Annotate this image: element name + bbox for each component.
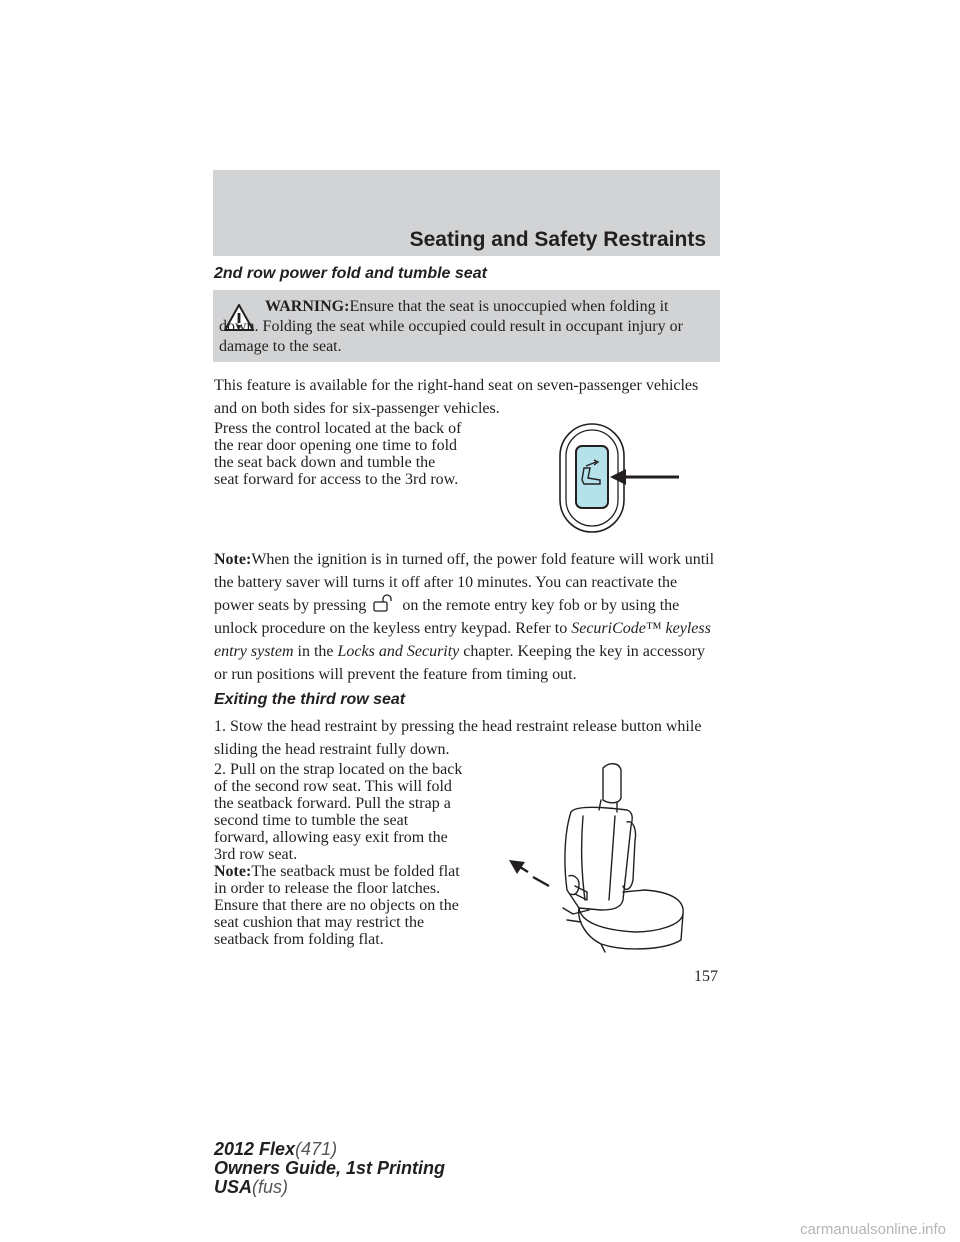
- section-heading-power-fold: 2nd row power fold and tumble seat: [214, 265, 487, 282]
- footer-market-code: (fus): [252, 1177, 289, 1197]
- press-control-paragraph: Press the control located at the back of the rear door opening one time to fold the seat back down and tumble the seat forward for access to the 3rd row.: [214, 420, 462, 488]
- footer-model: 2012 Flex: [214, 1139, 296, 1159]
- feature-availability-paragraph: This feature is available for the right-hand seat on seven-passenger vehicles and on both sides for six-passenger vehicles.: [214, 377, 699, 417]
- exit-note-text: The seatback must be folded flat in order to release the floor latches. Ensure that there are no objects on the seat cushion that may restrict the seatback from folding flat.: [214, 863, 460, 948]
- power-fold-note: [214, 548, 720, 686]
- page-section-title: Seating and Safety Restraints: [409, 228, 706, 251]
- page-number: 157: [694, 968, 718, 985]
- note-ref-securicode: SecuriCode™ keyless entry system: [214, 620, 711, 660]
- step-1-paragraph: 1. Stow the head restraint by pressing the head restraint release button while sliding the head restraint fully down.: [214, 718, 702, 758]
- note-in-the: in the: [297, 643, 334, 660]
- document-footer: [214, 1140, 445, 1197]
- power-fold-button-illustration: [556, 422, 686, 534]
- footer-market: USA: [214, 1177, 253, 1197]
- warning-label: WARNING:: [265, 298, 350, 315]
- note-chapter: chapter.: [463, 643, 514, 660]
- warning-body: Ensure that the seat is unoccupied when folding it down. Folding the seat while occupied could result in occupant injury or damage to the seat.: [219, 298, 683, 355]
- unlock-icon: [372, 594, 394, 612]
- note-ref-locks-security: Locks and Security: [337, 643, 460, 660]
- warning-box: [213, 290, 720, 362]
- step-2-paragraph: 2. Pull on the strap located on the back of the second row seat. This will fold the seatback forward. Pull the strap a second time to tumble the seat forward, allowing easy exit from the 3rd row seat.: [214, 761, 463, 863]
- header-band: [213, 170, 720, 256]
- warning-text: [219, 297, 709, 357]
- watermark: carmanualsonline.info: [800, 1221, 946, 1238]
- note-label: Note:: [214, 551, 252, 568]
- note-label: Note:: [214, 863, 252, 880]
- second-row-seat-illustration: [505, 760, 695, 960]
- footer-edition: Owners Guide, 1st Printing: [214, 1158, 446, 1178]
- note-text-b: on the remote entry key fob or by using the unlock procedure on the keyless entry keypad. Refer to: [214, 597, 680, 637]
- section-heading-exiting-third-row: Exiting the third row seat: [214, 691, 406, 708]
- note-text-a: When the ignition is in turned off, the power fold feature will work until the battery saver will turns it off after 10 minutes. You can reactivate the power seats by pressing: [214, 551, 715, 614]
- note-text-c: Keeping the key in accessory or run positions will prevent the feature from timing out.: [214, 643, 705, 683]
- footer-model-code: (471): [295, 1139, 338, 1159]
- exit-seat-note: [214, 863, 464, 948]
